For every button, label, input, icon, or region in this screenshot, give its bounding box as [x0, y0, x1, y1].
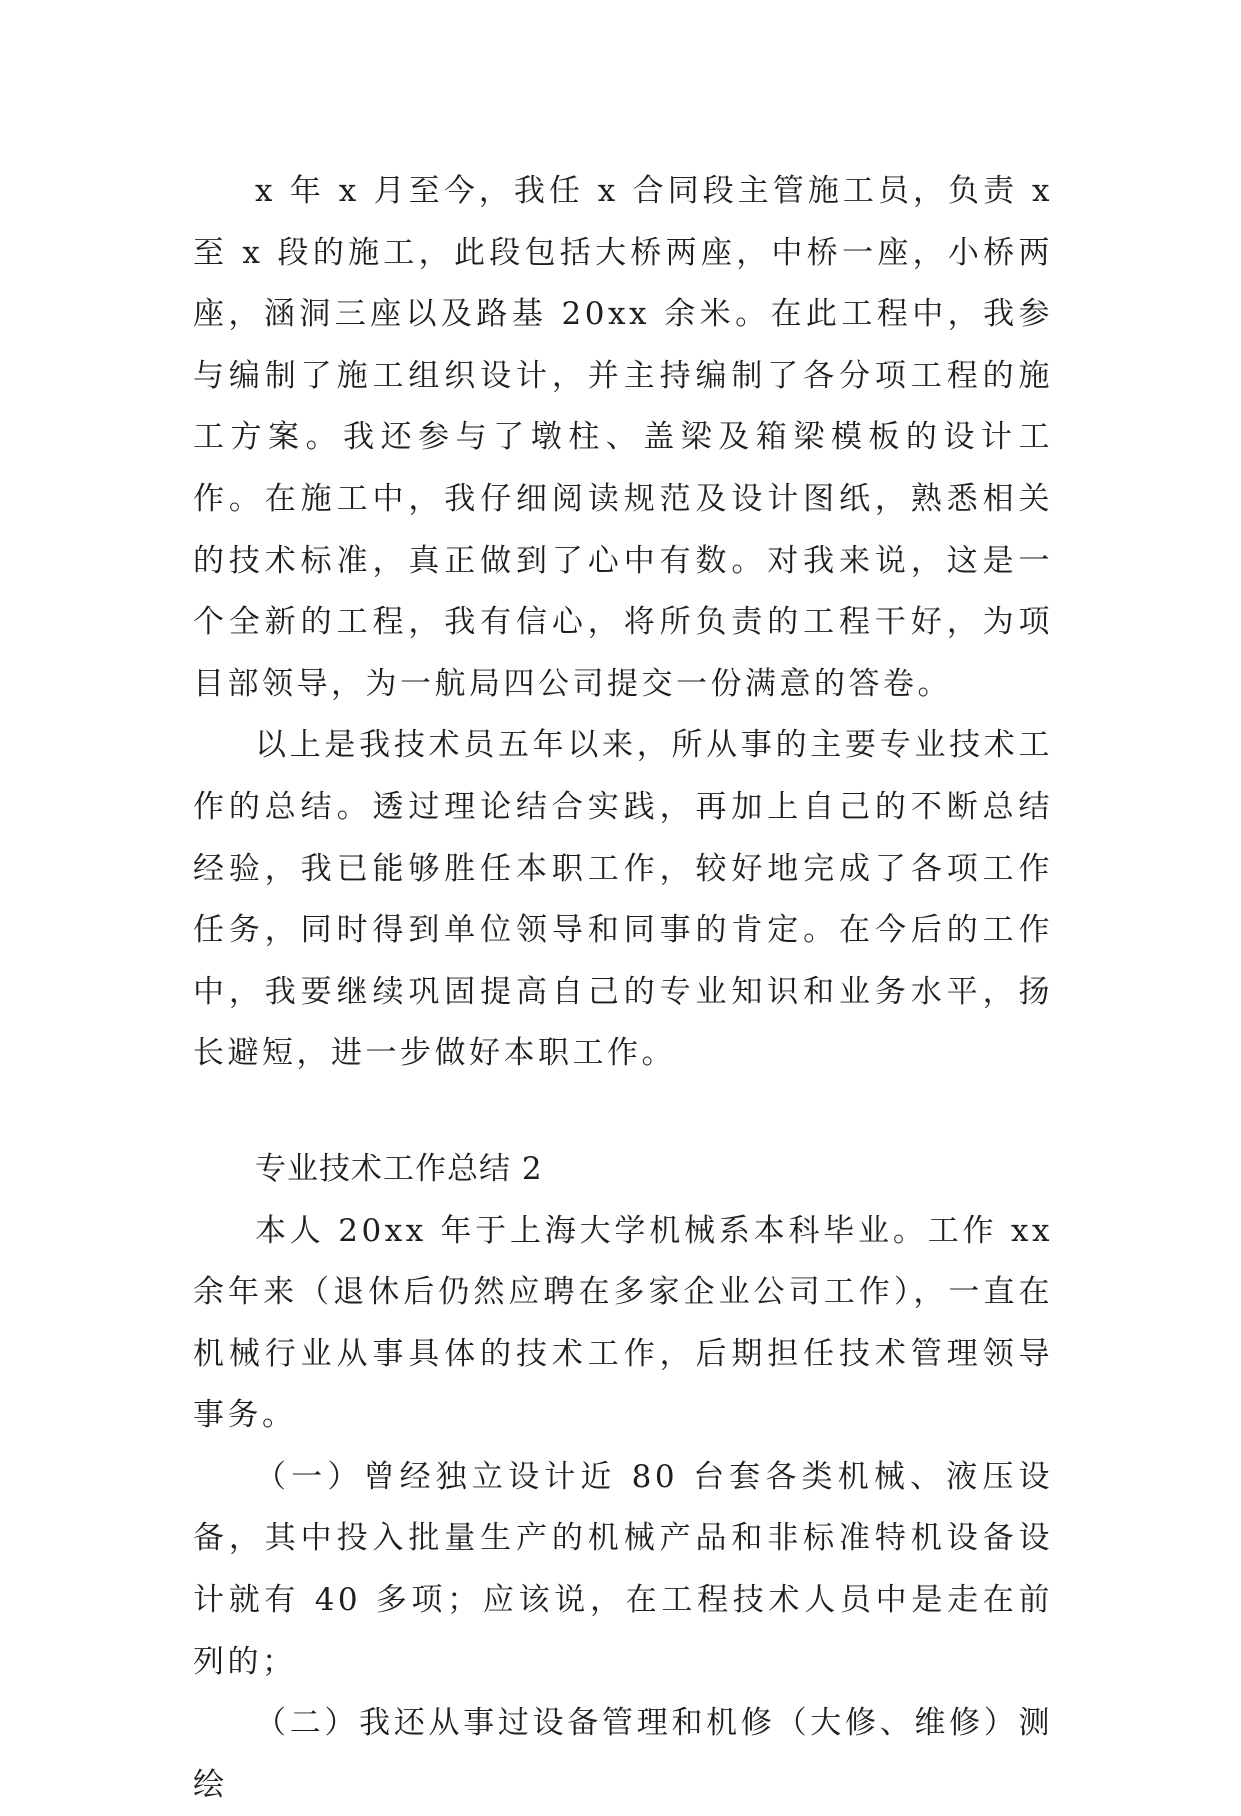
section-title: 专业技术工作总结 2 — [255, 1150, 543, 1187]
body-paragraph: （二）我还从事过设备管理和机修（大修、维修）测绘 — [193, 1705, 1053, 1803]
body-paragraph: 本人 20xx 年于上海大学机械系本科毕业。工作 xx 余年来（退休后仍然应聘在多家企业公司工作），一直在机械行业从事具体的技术工作，后期担任技术管理领导事务。 — [193, 1212, 1053, 1434]
document-body — [193, 161, 1053, 1816]
body-paragraph: （一）曾经独立设计近 80 台套各类机械、液压设备，其中投入批量生产的机械产品和非标准特机设备设计就有 40 多项；应该说，在工程技术人员中是走在前列的； — [193, 1458, 1053, 1680]
body-paragraph: 以上是我技术员五年以来，所从事的主要专业技术工作的总结。透过理论结合实践，再加上自己的不断总结经验，我已能够胜任本职工作，较好地完成了各项工作任务，同时得到单位领导和同事的肯定。在今后的工作中，我要继续巩固提高自己的专业知识和业务水平，扬长避短，进一步做好本职工作。 — [193, 727, 1053, 1072]
body-paragraph: x 年 x 月至今，我任 x 合同段主管施工员，负责 x 至 x 段的施工，此段包括大桥两座，中桥一座，小桥两座，涵洞三座以及路基 20xx 余米。在此工程中，我参与编制了施工组织设计，并主持编制了各分项工程的施工方案。我还参与了墩柱、盖梁及箱梁模板的设计工作。在施工中，我仔细阅读规范及设计图纸，熟悉相关的技术标准，真正做到了心中有数。对我来说，这是一个全新的工程，我有信心，将所负责的工程干好，为项目部领导，为一航局四公司提交一份满意的答卷。 — [193, 173, 1053, 702]
